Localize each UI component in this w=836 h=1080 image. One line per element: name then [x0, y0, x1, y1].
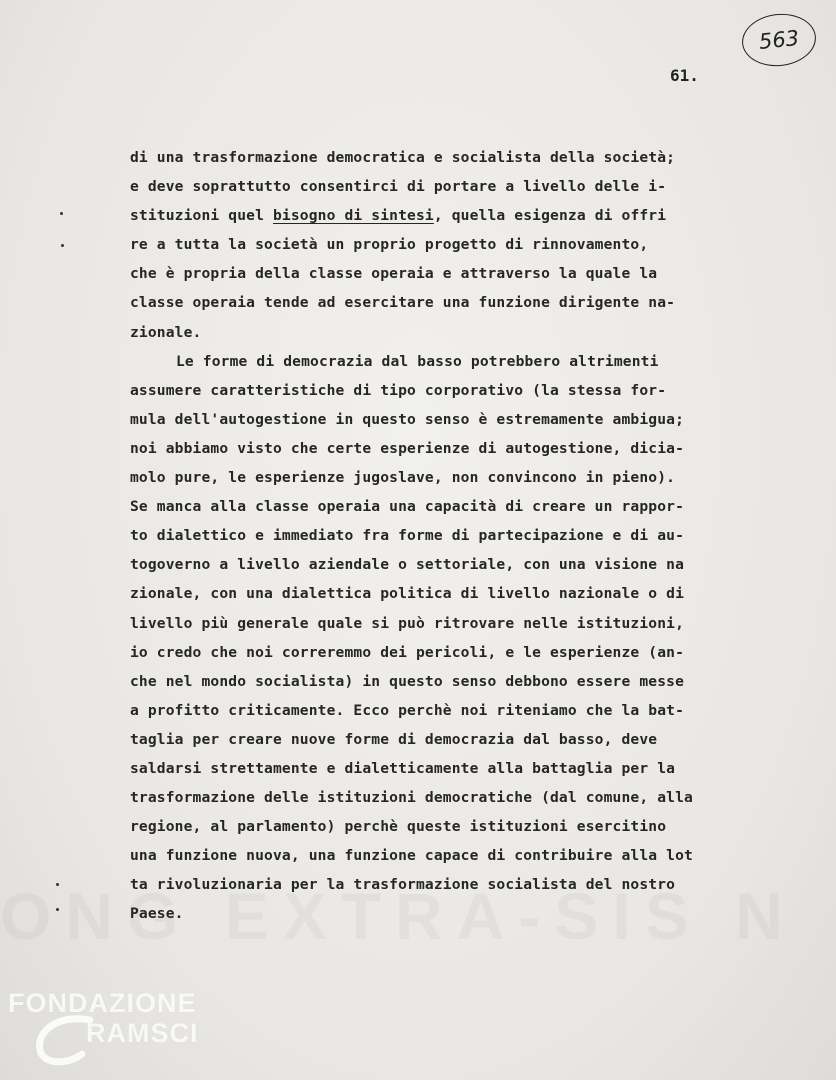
text-segment: Se manca alla classe operaia una capacità di creare un rappor-: [130, 498, 685, 516]
text-segment: noi abbiamo visto che certe esperienze di autogestione, dicia-: [130, 439, 685, 457]
text-line: [130, 696, 750, 725]
margin-dot: [60, 212, 63, 215]
text-segment: zionale, con una dialettica politica di livello nazionale o di: [130, 585, 685, 603]
text-line: [130, 434, 750, 463]
text-segment: , quella esigenza di offri: [433, 207, 667, 225]
text-line: [130, 754, 750, 783]
text-line: [130, 899, 750, 928]
text-segment: che è propria della classe operaia e attraverso la quale la: [130, 265, 658, 283]
text-segment: a profitto criticamente. Ecco perchè noi riteniamo che la bat-: [130, 701, 685, 719]
text-line: [130, 288, 750, 317]
text-segment: trasformazione delle istituzioni democratiche (dal comune, alla: [130, 789, 693, 807]
logo-line1: FONDAZIONE: [8, 988, 197, 1018]
text-segment: togoverno a livello aziendale o settoriale, con una visione na: [130, 556, 685, 574]
text-segment: classe operaia tende ad esercitare una funzione dirigente na-: [130, 294, 676, 312]
text-segment: saldarsi strettamente e dialetticamente alla battaglia per la: [130, 759, 676, 777]
text-line: [130, 870, 750, 899]
text-line: [130, 638, 750, 667]
text-line: [130, 318, 750, 347]
underlined-phrase: bisogno di sintesi: [272, 207, 434, 225]
text-segment: re a tutta la società un proprio progetto di rinnovamento,: [130, 236, 649, 254]
text-segment: Le forme di democrazia dal basso potrebbero altrimenti: [176, 352, 659, 370]
text-line: [130, 463, 750, 492]
text-line: [130, 667, 750, 696]
text-line: [130, 201, 750, 230]
page-number: 61.: [670, 66, 699, 85]
text-segment: taglia per creare nuove forme di democrazia dal basso, deve: [130, 730, 658, 748]
text-line: [130, 230, 750, 259]
text-line: [130, 172, 750, 201]
logo-line2: RAMSCI: [86, 1018, 199, 1048]
fondazione-gramsci-logo: [8, 988, 238, 1072]
text-line: [130, 783, 750, 812]
text-segment: assumere caratteristiche di tipo corporativo (la stessa for-: [130, 381, 667, 399]
body-text: [130, 143, 750, 929]
text-segment: zionale.: [130, 323, 202, 341]
text-segment: di una trasformazione democratica e socialista della società;: [130, 149, 676, 166]
text-line: [130, 143, 750, 172]
margin-dot: [56, 883, 59, 886]
text-line: [130, 579, 750, 608]
text-segment: io credo che noi correremmo dei pericoli, e le esperienze (an-: [130, 643, 685, 661]
text-line: [130, 492, 750, 521]
text-segment: mula dell'autogestione in questo senso è estremamente ambigua;: [130, 410, 685, 428]
margin-dot: [56, 908, 59, 911]
text-segment: e deve soprattutto consentirci di portare a livello delle i-: [130, 178, 667, 196]
text-segment: che nel mondo socialista) in questo senso debbono essere messe: [130, 672, 685, 690]
text-line: [130, 550, 750, 579]
text-segment: stituzioni quel: [130, 207, 273, 225]
text-segment: to dialettico e immediato fra forme di partecipazione e di au-: [130, 527, 685, 545]
text-line: [130, 609, 750, 638]
text-segment: livello più generale quale si può ritrovare nelle istituzioni,: [130, 614, 685, 632]
text-segment: molo pure, le esperienze jugoslave, non convincono in pieno).: [130, 469, 676, 487]
text-line: [130, 347, 750, 376]
text-line: [130, 521, 750, 550]
text-line: [130, 841, 750, 870]
text-segment: ta rivoluzionaria per la trasformazione socialista del nostro: [130, 876, 676, 894]
text-segment: una funzione nuova, una funzione capace di contribuire alla lot: [130, 847, 693, 865]
text-line: [130, 725, 750, 754]
text-segment: regione, al parlamento) perchè queste istituzioni esercitino: [130, 818, 667, 836]
margin-dot: [61, 244, 64, 247]
text-line: [130, 376, 750, 405]
text-segment: Paese.: [130, 905, 184, 923]
text-line: [130, 405, 750, 434]
archive-stamp: 563: [739, 10, 818, 69]
text-line: [130, 812, 750, 841]
text-line: [130, 259, 750, 288]
